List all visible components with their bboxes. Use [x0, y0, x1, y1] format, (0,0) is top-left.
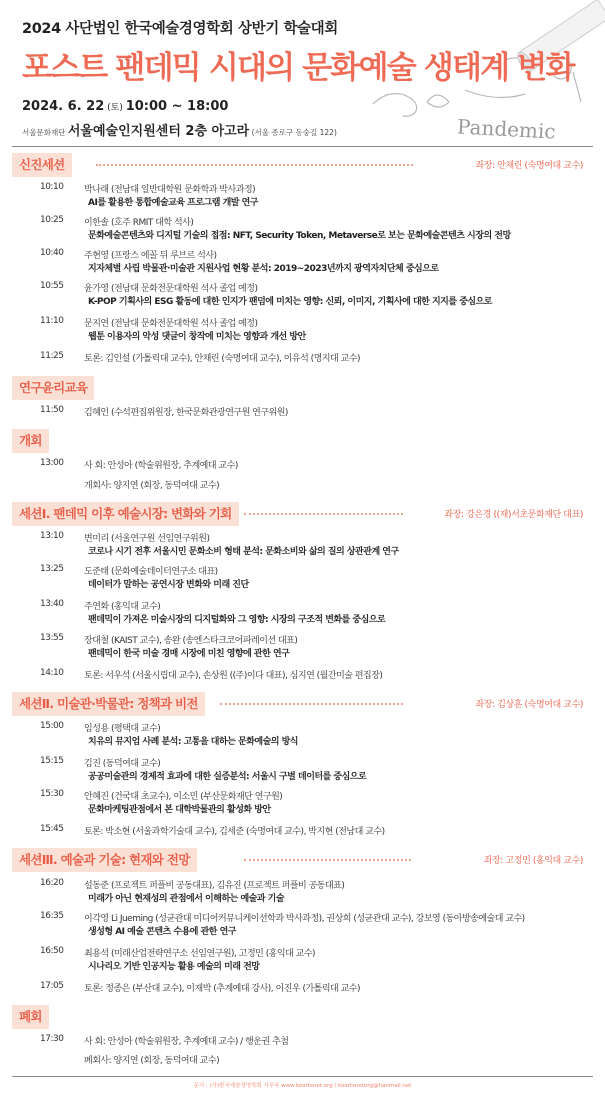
main-title: 포스트 팬데믹 시대의 문화예술 생태계 변화: [22, 50, 574, 86]
section-opening: [12, 429, 593, 491]
item-time: 10:10: [40, 182, 64, 192]
event-venue: [22, 120, 605, 139]
item-topic: 코로나 시기 전후 서울시민 문화소비 형태 분석: 문화소비와 삶의 질의 상관관계 연구: [88, 547, 399, 557]
item-presenter: 이각영 Li Jueming (성균관대 미디어커뮤니케이션학과 박사과정), 권상희 (성균관대 교수), 강보영 (동아방송예술대 교수): [84, 914, 525, 924]
item-presenter: 사 회: 안성아 (학술위원장, 추계예대 교수) / 행운권 추첨: [84, 1037, 289, 1047]
section-newcomer: [12, 153, 593, 364]
section-title: 폐회: [12, 1005, 49, 1029]
item-time: 15:00: [40, 721, 64, 731]
event-date: 2024. 6. 22: [22, 99, 105, 114]
item-time: 17:05: [40, 981, 64, 991]
item-time: 16:35: [40, 911, 64, 921]
section-dotted-rule: [96, 164, 413, 166]
section-title: 세션Ⅱ. 미술관·박물관: 정책과 비전: [12, 692, 205, 716]
item-time: 10:40: [40, 248, 64, 258]
item-presenter: 윤가영 (전남대 문화전문대학원 석사 졸업 예정): [84, 284, 258, 294]
section-header: [12, 429, 593, 453]
item-presenter: 박나래 (전남대 일반대학원 문화학과 박사과정): [84, 185, 256, 195]
section-chair: 좌장: 안채린 (숙명여대 교수): [475, 161, 583, 171]
item-presenter: 변미리 (서울연구원 선임연구위원): [84, 534, 210, 544]
event-time: 10:00 ~ 18:00: [125, 99, 229, 114]
section-chair: 좌장: 고정민 (홍익대 교수): [483, 856, 583, 866]
item-time: 16:50: [40, 946, 64, 956]
section-title: 개회: [12, 429, 49, 453]
section-title: 세션Ⅲ. 예술과 기술: 현재와 전망: [12, 848, 197, 872]
item-topic: 웹툰 이용자의 악성 댓글이 창작에 미치는 영향과 개선 방안: [88, 332, 306, 342]
section-header: [12, 153, 593, 177]
item-presenter: 폐회사: 양지연 (회장, 동덕여대 교수): [84, 1056, 220, 1066]
item-presenter: 토론: 박소현 (서울과학기술대 교수), 김세준 (숙명여대 교수), 박지현 (전남대 교수): [84, 827, 385, 837]
item-presenter: 김혜인 (수석편집위원장, 한국문화관광연구원 연구위원): [84, 408, 288, 418]
item-topic: 문화마케팅관점에서 본 대학박물관의 활성화 방안: [88, 805, 271, 815]
item-presenter: 주현영 (프랑스 에꼴 뒤 루브르 석사): [84, 251, 217, 261]
section-header: [12, 502, 593, 526]
chalk-word: Pandemic: [456, 114, 557, 144]
item-time: 11:50: [40, 405, 64, 415]
section-dotted-rule: [220, 703, 403, 705]
section-title: 세션Ⅰ. 팬데믹 이후 예술시장: 변화와 기회: [12, 502, 239, 526]
venue-prefix: 서울문화재단: [22, 128, 68, 137]
section-3: [12, 848, 593, 994]
item-presenter: 개회사: 양지연 (회장, 동덕여대 교수): [84, 481, 220, 491]
section-dotted-rule: [244, 859, 411, 861]
item-time: 13:00: [40, 458, 64, 468]
item-topic: 지자체별 사립 박물관·미술관 지원사업 현황 분석: 2019~2023년까지 광역자치단체 중심으로: [88, 264, 439, 274]
section-header: [12, 848, 593, 872]
event-date-time: [22, 99, 605, 114]
item-topic: AI를 활용한 통합예술교육 프로그램 개발 연구: [88, 198, 258, 208]
item-topic: 문화예술콘텐츠와 디지털 기술의 접점: NFT, Security Token, Metaverse로 보는 문화예술콘텐츠 시장의 전망: [88, 231, 511, 241]
item-presenter: 토론: 정종은 (부산대 교수), 이재박 (추계예대 강사), 이진우 (가톨릭대 교수): [84, 984, 361, 994]
venue-name: 서울예술인지원센터 2층 아고라: [67, 124, 250, 139]
item-topic: 팬데믹이 가져온 미술시장의 디지털화와 그 영향: 시장의 구조적 변화를 중심으로: [88, 615, 386, 625]
item-presenter: 안혜진 (건국대 초교수), 이소민 (부산문화재단 연구원): [84, 792, 283, 802]
conference-super-title: 2024 사단법인 한국예술경영학회 상반기 학술대회: [22, 21, 338, 37]
item-presenter: 사 회: 안성아 (학술위원장, 추계예대 교수): [84, 461, 238, 471]
item-time: 15:30: [40, 789, 64, 799]
item-time: 13:10: [40, 531, 64, 541]
section-chair: 좌장: 강은경 ((재)서초문화재단 대표): [444, 510, 583, 520]
item-presenter: 이한솔 (호주 RMIT 대학 석사): [84, 218, 194, 228]
item-topic: 공공미술관의 경제적 효과에 대한 실증분석: 서울시 구별 데이터를 중심으로: [88, 772, 367, 782]
section-2: [12, 692, 593, 837]
item-topic: 팬데믹이 한국 미술 경매 시장에 미친 영향에 관한 연구: [88, 649, 290, 659]
item-topic: 시나리오 기반 인공지능 활용 예술의 미래 전망: [88, 962, 260, 972]
section-header: [12, 692, 593, 716]
item-time: 13:25: [40, 564, 64, 574]
section-dotted-rule: [244, 513, 403, 515]
item-time: 15:45: [40, 824, 64, 834]
section-title: 연구윤리교육: [12, 376, 94, 400]
item-time: 11:10: [40, 316, 64, 326]
item-time: 13:55: [40, 633, 64, 643]
section-research-ethics: [12, 376, 593, 418]
item-presenter: 임성용 (평택대 교수): [84, 724, 161, 734]
item-time: 10:25: [40, 215, 64, 225]
item-time: 10:55: [40, 281, 64, 291]
venue-address: (서울 종로구 동숭길 122): [249, 128, 337, 137]
item-topic: 데이터가 말하는 공연시장 변화와 미래 진단: [88, 580, 249, 590]
item-presenter: 최용석 (미래산업전략연구소 선임연구원), 고정민 (홍익대 교수): [84, 949, 316, 959]
item-presenter: 장대철 (KAIST 교수), 송완 (송엔스타크코어파레이션 대표): [84, 636, 298, 646]
item-time: 17:30: [40, 1034, 64, 1044]
section-1: [12, 502, 593, 681]
item-presenter: 토론: 김인설 (가톨릭대 교수), 안채린 (숙명여대 교수), 이유석 (명지대 교수): [84, 354, 361, 364]
item-topic: 미래가 아닌 현재성의 관점에서 이해하는 예술과 기술: [88, 894, 285, 904]
item-time: 15:15: [40, 756, 64, 766]
item-presenter: 문지연 (전남대 문화전문대학원 석사 졸업 예정): [84, 319, 258, 329]
item-topic: K-POP 기획사의 ESG 활동에 대한 인지가 팬덤에 미치는 영향: 신뢰, 이미지, 기획사에 대한 지지를 중심으로: [88, 297, 492, 307]
item-topic: 치유의 뮤지엄 사례 분석: 고통을 대하는 문화예술의 방식: [88, 737, 298, 747]
item-presenter: 주연화 (홍익대 교수): [84, 602, 161, 612]
section-chair: 좌장: 김상훈 (숙명여대 교수): [475, 700, 583, 710]
item-time: 14:10: [40, 668, 64, 678]
item-presenter: 김진 (동덕여대 교수): [84, 759, 161, 769]
event-weekday: (토): [104, 103, 126, 113]
section-closing: [12, 1005, 593, 1066]
item-topic: 생성형 AI 예술 콘텐츠 수용에 관한 연구: [88, 927, 237, 937]
item-presenter: 설동준 (프로젝트 퍼플비 공동대표), 김유진 (프로젝트 퍼플비 공동대표): [84, 881, 345, 891]
header-divider: [12, 146, 593, 147]
poster-header: [0, 0, 605, 148]
item-time: 16:20: [40, 878, 64, 888]
section-header: [12, 376, 593, 400]
footer-divider: [12, 1076, 593, 1077]
contact-footer: 문의 : (사)한국예술경영학회 사무국 www.koartsnet.org / koartsnetorg@hanmail.net: [193, 1083, 412, 1089]
section-title: 신진세션: [12, 153, 72, 177]
item-presenter: 토론: 서우석 (서울시립대 교수), 손상원 ((주)이다 대표), 심지연 (월간미술 편집장): [84, 671, 383, 681]
item-presenter: 도준태 (문화예술데이터연구소 대표): [84, 567, 218, 577]
section-header: [12, 1005, 593, 1029]
item-time: 13:40: [40, 599, 64, 609]
item-time: 11:25: [40, 351, 64, 361]
